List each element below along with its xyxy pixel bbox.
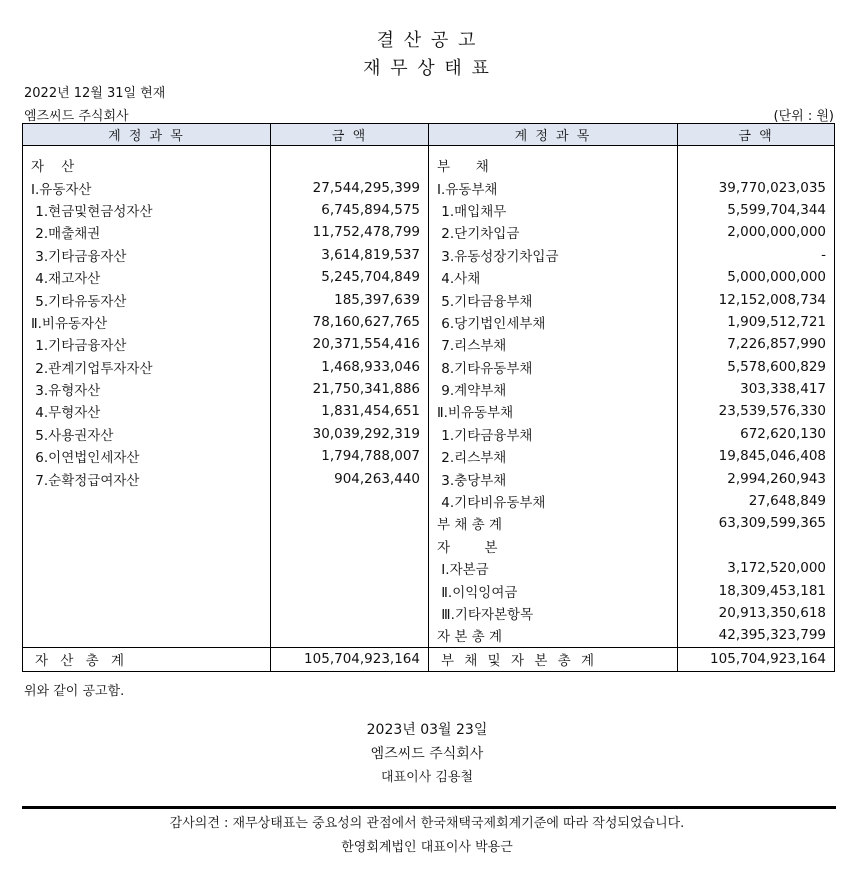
liability-amount-cell: 3,172,520,000 [678,557,835,579]
asset-amount-cell: 78,160,627,765 [271,311,429,333]
notice-title: 결 산 공 고 [376,30,478,51]
liability-amount-cell: 27,648,849 [678,490,835,512]
table-row [23,400,835,422]
liability-amount-cell: 23,539,576,330 [678,400,835,422]
liability-account-cell: 부 채 총 계 [429,512,678,534]
asset-account-cell [23,490,271,512]
liability-amount-cell [678,535,835,557]
table-row [23,333,835,355]
asset-account-cell: 3.유형자산 [23,378,271,400]
liability-amount-cell: 2,994,260,943 [678,467,835,489]
liability-account-cell: 6.당기법인세부채 [429,311,678,333]
asset-account-cell: Ⅱ.비유동자산 [23,311,271,333]
liability-amount-cell: 5,599,704,344 [678,199,835,221]
liability-amount-cell: - [678,244,835,266]
asset-account-cell: 7.순확정급여자산 [23,467,271,489]
asset-account-cell: Ⅰ.유동자산 [23,176,271,198]
liability-amount-cell: 2,000,000,000 [678,221,835,243]
audit-opinion: 감사의견 : 재무상태표는 중요성의 관점에서 한국채택국제회계기준에 따라 작성되었습니다. [169,816,685,831]
asset-account-cell [23,602,271,624]
table-row [23,467,835,489]
asset-account-cell: 2.관계기업투자자산 [23,356,271,378]
table-row [23,244,835,266]
asset-account-cell [23,579,271,601]
asset-account-cell: 5.기타유동자산 [23,288,271,310]
table-row [23,266,835,288]
liability-account-cell: 1.매입채무 [429,199,678,221]
company-name: 엠즈씨드 주식회사 [24,109,129,124]
asset-amount-cell: 6,745,894,575 [271,199,429,221]
total-liabilities-equity-amount: 105,704,923,164 [678,647,835,671]
asset-amount-cell: 3,614,819,537 [271,244,429,266]
liability-account-cell: 부 채 [429,154,678,176]
asset-account-cell: 자 산 [23,154,271,176]
total-assets-label: 자 산 총 계 [23,647,271,671]
asset-amount-cell: 30,039,292,319 [271,423,429,445]
liability-amount-cell: 7,226,857,990 [678,333,835,355]
table-row [23,221,835,243]
asset-account-cell: 4.무형자산 [23,400,271,422]
liability-account-cell: Ⅰ.유동부채 [429,176,678,198]
liability-account-cell: 4.기타비유동부채 [429,490,678,512]
asset-account-cell [23,512,271,534]
liability-account-cell: Ⅱ.이익잉여금 [429,579,678,601]
liability-account-cell: 9.계약부채 [429,378,678,400]
ceo-name: 대표이사 김용철 [380,770,474,785]
announcement-note: 위와 같이 공고함. [24,684,125,699]
liability-account-cell: 자 본 총 계 [429,624,678,647]
asset-account-cell: 1.기타금융자산 [23,333,271,355]
asset-account-cell [23,535,271,557]
liability-amount-cell: 672,620,130 [678,423,835,445]
asset-amount-cell [271,579,429,601]
asset-amount-cell [271,624,429,647]
col-header-asset-amount: 금 액 [271,124,429,146]
asset-account-cell: 6.이연법인세자산 [23,445,271,467]
asset-amount-cell: 27,544,295,399 [271,176,429,198]
table-row [23,490,835,512]
announcement-date: 2023년 03월 23일 [366,722,488,738]
table-row [23,311,835,333]
balance-sheet-table [22,123,835,672]
liability-amount-cell: 18,309,453,181 [678,579,835,601]
divider-line [22,806,836,809]
total-row [23,647,835,671]
liability-account-cell: 4.사채 [429,266,678,288]
asset-amount-cell: 21,750,341,886 [271,378,429,400]
liability-account-cell: 2.리스부채 [429,445,678,467]
asset-account-cell [23,557,271,579]
asset-amount-cell: 1,831,454,651 [271,400,429,422]
asset-amount-cell: 1,468,933,046 [271,356,429,378]
asset-amount-cell [271,602,429,624]
table-row [23,445,835,467]
liability-amount-cell: 39,770,023,035 [678,176,835,198]
as-of-date: 2022년 12월 31일 현재 [24,86,166,101]
liability-amount-cell: 42,395,323,799 [678,624,835,647]
table-header-row [23,124,835,146]
liability-account-cell: 3.유동성장기차입금 [429,244,678,266]
asset-amount-cell [271,490,429,512]
table-row [23,557,835,579]
liability-amount-cell: 1,909,512,721 [678,311,835,333]
table-body [23,146,835,648]
liability-amount-cell [678,154,835,176]
spacer-row [23,146,835,155]
table-row [23,378,835,400]
table-row [23,356,835,378]
asset-amount-cell: 1,794,788,007 [271,445,429,467]
liability-account-cell: 7.리스부채 [429,333,678,355]
asset-amount-cell: 5,245,704,849 [271,266,429,288]
table-row [23,288,835,310]
table-row [23,154,835,176]
asset-amount-cell [271,535,429,557]
table-row [23,579,835,601]
asset-amount-cell [271,557,429,579]
asset-amount-cell: 185,397,639 [271,288,429,310]
liability-account-cell: 1.기타금융부채 [429,423,678,445]
total-liabilities-equity-label: 부 채 및 자 본 총 계 [429,647,678,671]
total-assets-amount: 105,704,923,164 [271,647,429,671]
asset-account-cell: 1.현금및현금성자산 [23,199,271,221]
liability-account-cell: Ⅱ.비유동부채 [429,400,678,422]
liability-amount-cell: 12,152,008,734 [678,288,835,310]
asset-account-cell: 5.사용권자산 [23,423,271,445]
asset-account-cell: 2.매출채권 [23,221,271,243]
asset-amount-cell: 904,263,440 [271,467,429,489]
unit-label: (단위 : 원) [773,109,834,124]
asset-amount-cell [271,512,429,534]
statement-title: 재 무 상 태 표 [363,58,491,79]
liability-amount-cell: 63,309,599,365 [678,512,835,534]
liability-account-cell: Ⅰ.자본금 [429,557,678,579]
asset-account-cell: 4.재고자산 [23,266,271,288]
table-row [23,512,835,534]
signing-company: 엠즈씨드 주식회사 [370,746,484,762]
liability-amount-cell: 303,338,417 [678,378,835,400]
asset-amount-cell [271,154,429,176]
asset-account-cell [23,624,271,647]
liability-account-cell: Ⅲ.기타자본항목 [429,602,678,624]
liability-account-cell: 8.기타유동부채 [429,356,678,378]
col-header-liability-amount: 금 액 [678,124,835,146]
auditor-name: 한영회계법인 대표이사 박용근 [341,840,513,855]
asset-account-cell: 3.기타금융자산 [23,244,271,266]
asset-amount-cell: 20,371,554,416 [271,333,429,355]
liability-amount-cell: 19,845,046,408 [678,445,835,467]
table-row [23,602,835,624]
table-row [23,199,835,221]
table-row [23,535,835,557]
liability-account-cell: 5.기타금융부채 [429,288,678,310]
liability-amount-cell: 5,000,000,000 [678,266,835,288]
table-row [23,176,835,198]
liability-account-cell: 3.충당부채 [429,467,678,489]
asset-amount-cell: 11,752,478,799 [271,221,429,243]
table-row [23,423,835,445]
table-row [23,624,835,647]
col-header-asset-account: 계 정 과 목 [23,124,271,146]
liability-amount-cell: 5,578,600,829 [678,356,835,378]
liability-account-cell: 2.단기차입금 [429,221,678,243]
col-header-liability-account: 계 정 과 목 [429,124,678,146]
liability-amount-cell: 20,913,350,618 [678,602,835,624]
liability-account-cell: 자 본 [429,535,678,557]
